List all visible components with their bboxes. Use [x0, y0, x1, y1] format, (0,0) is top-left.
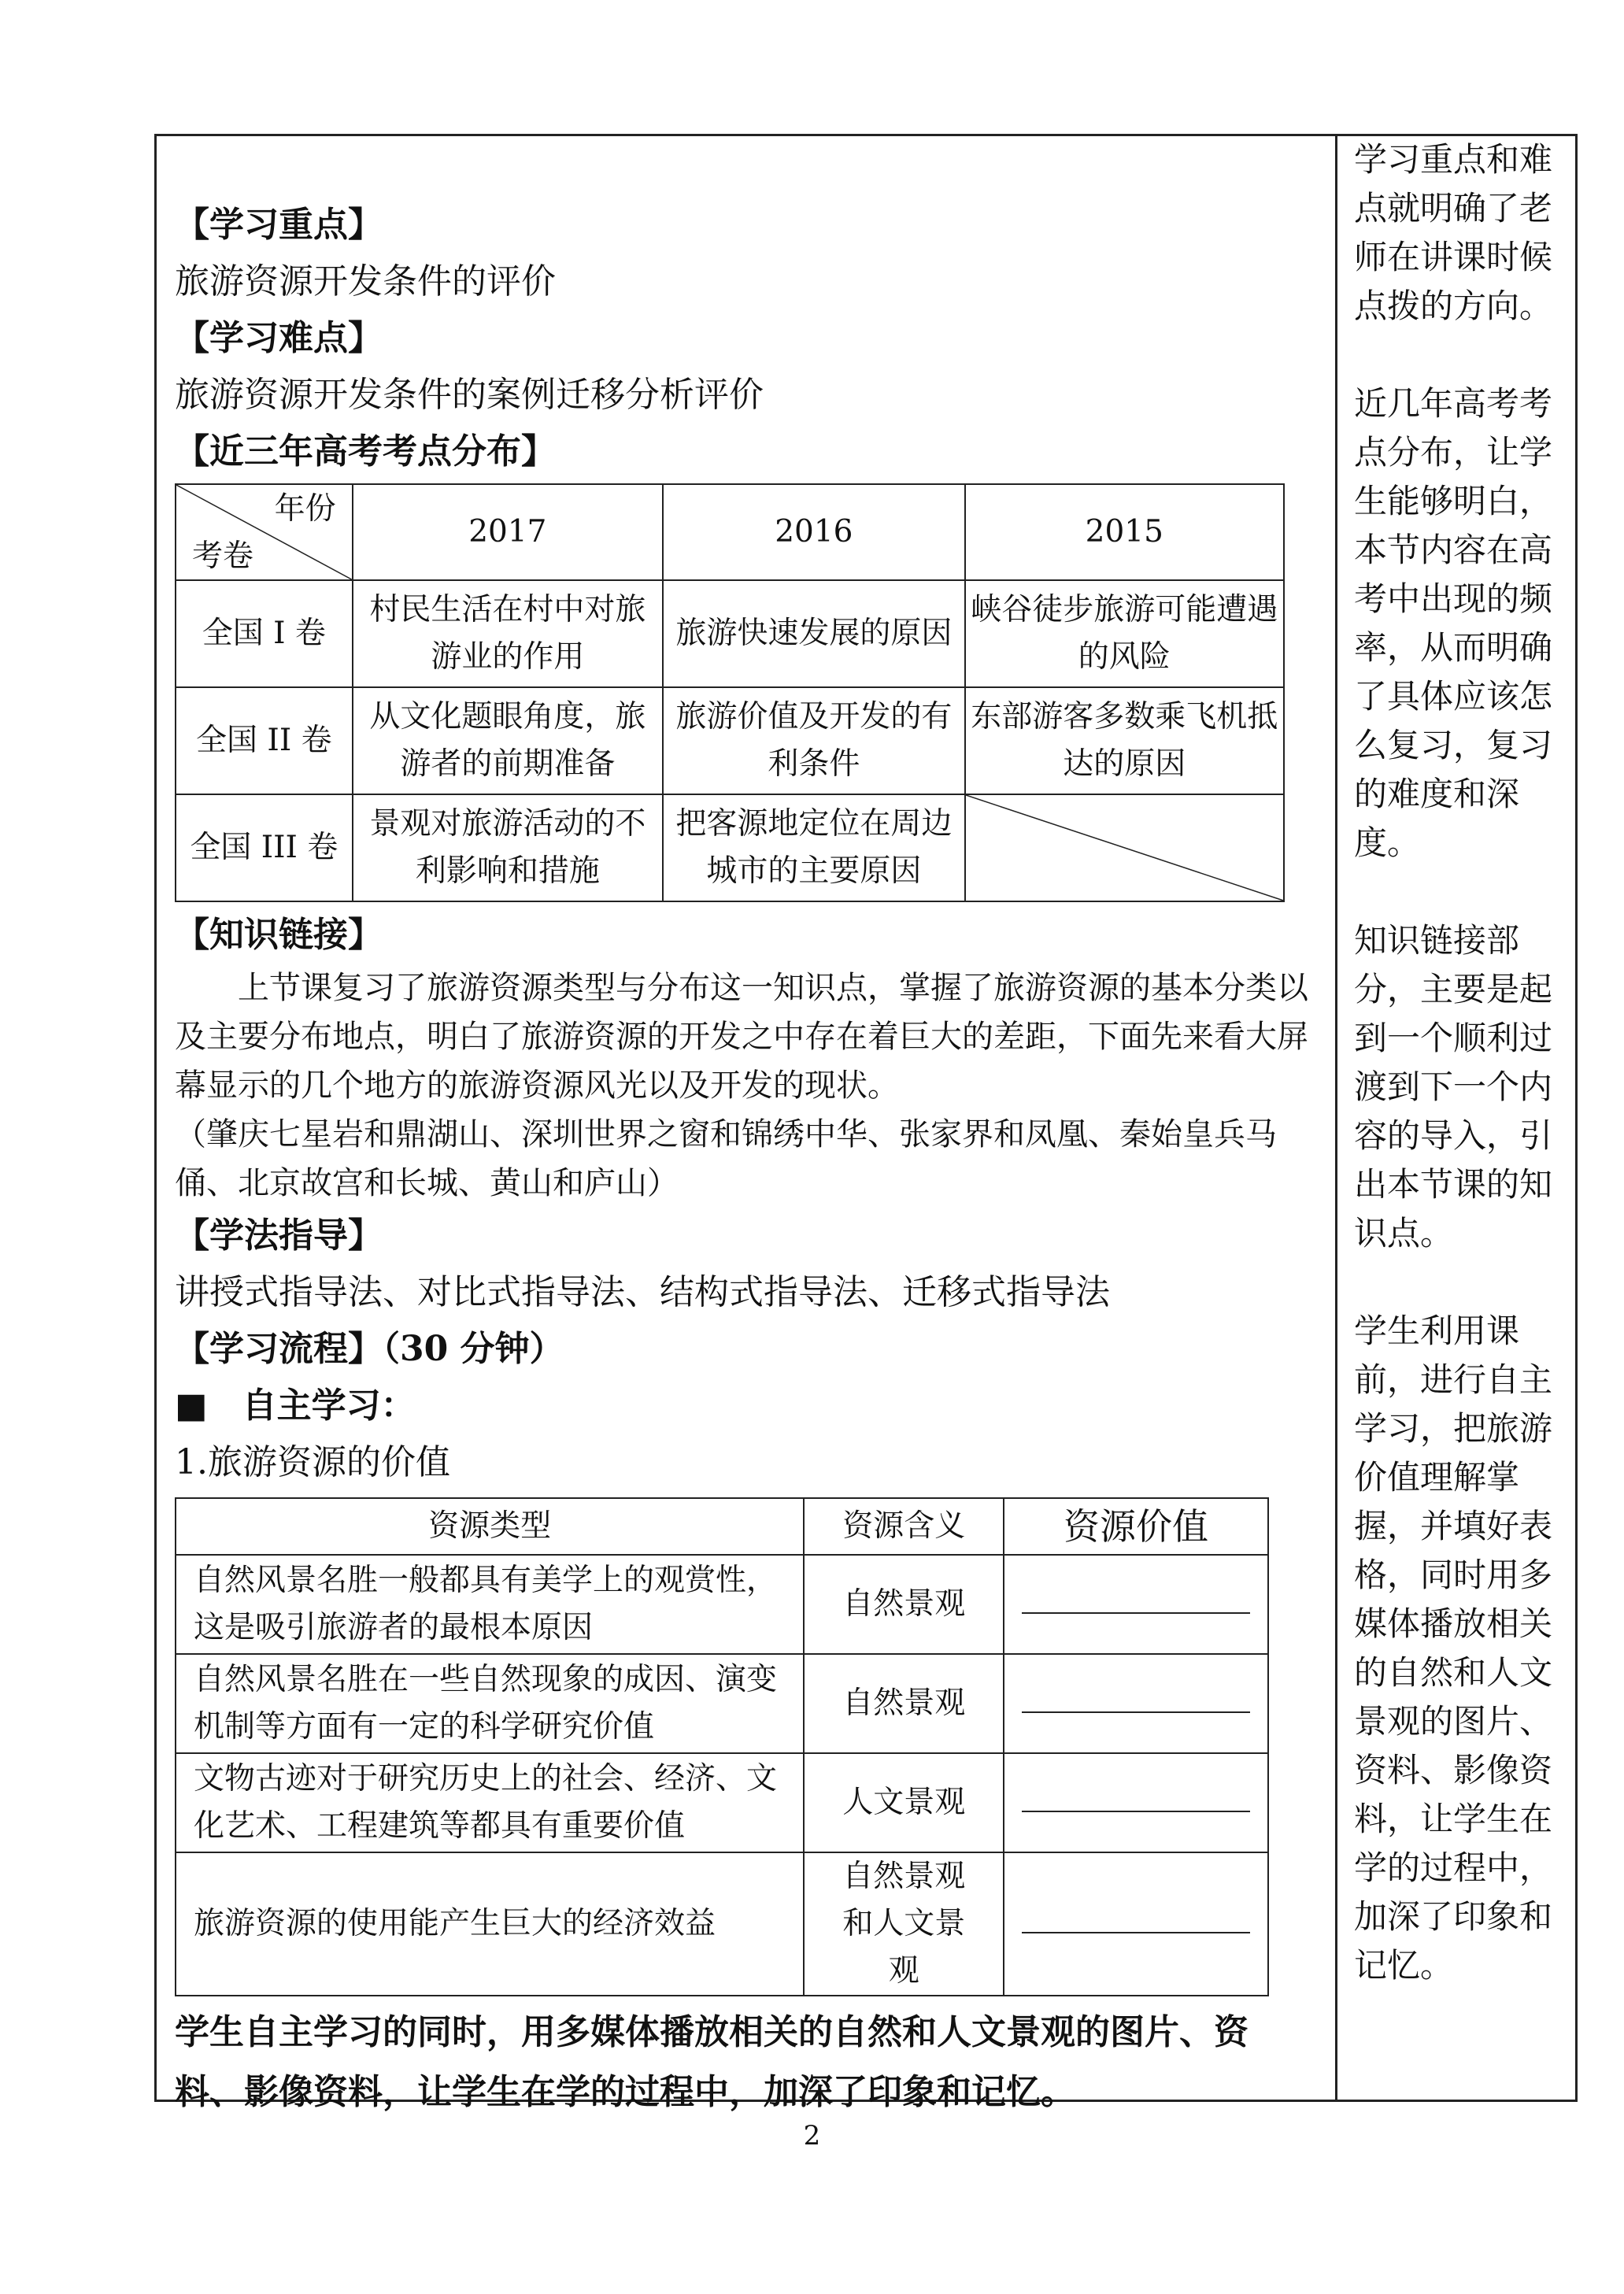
answer-blank[interactable] — [1022, 1581, 1250, 1614]
item-1-title: 1.旅游资源的价值 — [175, 1442, 450, 1482]
year-header: 2016 — [663, 484, 964, 580]
paper-label: 全国 II 卷 — [176, 687, 353, 794]
table-cell: 把客源地定位在周边城市的主要原因 — [663, 794, 964, 901]
table-row — [176, 580, 1284, 687]
diagonal-line — [966, 795, 1283, 901]
table-row — [176, 1555, 1268, 1654]
self-study-heading — [175, 1378, 1308, 1434]
side-note: 学生利用课前，进行自主学习，把旅游价值理解掌握，并填好表格，同时用多媒体播放相关的自然和人文景观的图片、资料、影像资料，让学生在学的过程中，加深了印象和记忆。 — [1354, 1312, 1553, 1985]
side-note: 知识链接部分，主要是起到一个顺利过渡到下一个内容的导入，引出本节课的知识点。 — [1354, 921, 1553, 1252]
resource-description: 旅游资源的使用能产生巨大的经济效益 — [176, 1852, 804, 1996]
year-header: 2015 — [965, 484, 1284, 580]
main-content — [175, 197, 1308, 2122]
resource-value-table — [175, 1497, 1269, 1996]
column-header: 资源含义 — [804, 1498, 1004, 1555]
column-header: 资源价值 — [1004, 1498, 1268, 1555]
column-divider — [1335, 134, 1337, 2102]
table-row — [176, 1654, 1268, 1753]
corner-top-label: 年份 — [274, 491, 336, 527]
difficulty-text: 旅游资源开发条件的案例迁移分析评价 — [175, 375, 764, 415]
table-row — [176, 1753, 1268, 1852]
focus-text: 旅游资源开发条件的评价 — [175, 261, 556, 302]
table-cell: 从文化题眼角度，旅游者的前期准备 — [353, 687, 663, 794]
table-row — [176, 687, 1284, 794]
closing-paragraph: 学生自主学习的同时，用多媒体播放相关的自然和人文景观的图片、资料、影像资料，让学生在学的过程中，加深了印象和记忆。 — [175, 2012, 1249, 2112]
paper-label: 全国 III 卷 — [176, 794, 353, 901]
table-row — [176, 794, 1284, 901]
table-cell: 东部游客多数乘飞机抵达的原因 — [965, 687, 1284, 794]
table-cell: 峡谷徒步旅游可能遭遇的风险 — [965, 580, 1284, 687]
flow-time: （30 分钟） — [383, 1329, 564, 1369]
table-cell: 旅游价值及开发的有利条件 — [663, 687, 964, 794]
paper-label: 全国 I 卷 — [176, 580, 353, 687]
resource-type: 自然景观 — [804, 1654, 1004, 1753]
heading-link: 【知识链接】 — [175, 915, 383, 955]
answer-blank[interactable] — [1022, 1900, 1250, 1933]
table-cell: 旅游快速发展的原因 — [663, 580, 964, 687]
resource-type: 人文景观 — [804, 1753, 1004, 1852]
table-header-row — [176, 484, 1284, 580]
link-note: （肇庆七星岩和鼎湖山、深圳世界之窗和锦绣中华、张家界和凤凰、秦始皇兵马俑、北京故宫和长城、黄山和庐山） — [175, 1116, 1277, 1201]
table-cell: 景观对旅游活动的不利影响和措施 — [353, 794, 663, 901]
flow-label: 【学习流程】 — [175, 1329, 383, 1369]
table-row — [176, 1852, 1268, 1996]
resource-description: 自然风景名胜在一些自然现象的成因、演变机制等方面有一定的科学研究价值 — [176, 1654, 804, 1753]
resource-type: 自然景观 — [804, 1555, 1004, 1654]
empty-diagonal-cell — [965, 794, 1284, 901]
value-blank-cell — [1004, 1753, 1268, 1852]
heading-flow — [175, 1321, 1308, 1378]
answer-blank[interactable] — [1022, 1680, 1250, 1713]
heading-method: 【学法指导】 — [175, 1215, 383, 1256]
heading-difficulty: 【学习难点】 — [175, 318, 383, 358]
answer-blank[interactable] — [1022, 1779, 1250, 1812]
corner-bottom-label: 考卷 — [192, 538, 254, 574]
link-paragraph: 上节课复习了旅游资源类型与分布这一知识点，掌握了旅游资源的基本分类以及主要分布地点，明白了旅游资源的开发之中存在着巨大的差距，下面先来看大屏幕显示的几个地方的旅游资源风光以及开发的现状。 — [175, 970, 1308, 1104]
side-note: 近几年高考考点分布，让学生能够明白，本节内容在高考中出现的频率，从而明确了具体应该怎么复习，复习的难度和深度。 — [1354, 384, 1553, 862]
heading-focus: 【学习重点】 — [175, 205, 383, 245]
value-blank-cell — [1004, 1852, 1268, 1996]
page-number: 2 — [803, 2120, 821, 2152]
side-note: 学习重点和难点就明确了老师在讲课时候点拨的方向。 — [1354, 140, 1553, 325]
side-notes — [1354, 135, 1563, 2039]
resource-description: 文物古迹对于研究历史上的社会、经济、文化艺术、工程建筑等都具有重要价值 — [176, 1753, 804, 1852]
self-study-label: 自主学习： — [242, 1386, 416, 1426]
resource-type: 自然景观和人文景观 — [804, 1852, 1004, 1996]
table-header-row — [176, 1498, 1268, 1555]
corner-cell — [176, 484, 353, 580]
square-bullet-icon: ■ — [175, 1386, 208, 1426]
heading-exam: 【近三年高考考点分布】 — [175, 431, 556, 472]
year-header: 2017 — [353, 484, 663, 580]
exam-distribution-table — [175, 483, 1285, 902]
value-blank-cell — [1004, 1555, 1268, 1654]
method-text: 讲授式指导法、对比式指导法、结构式指导法、迁移式指导法 — [175, 1272, 1110, 1312]
value-blank-cell — [1004, 1654, 1268, 1753]
column-header: 资源类型 — [176, 1498, 804, 1555]
resource-description: 自然风景名胜一般都具有美学上的观赏性，这是吸引旅游者的最根本原因 — [176, 1555, 804, 1654]
table-cell: 村民生活在村中对旅游业的作用 — [353, 580, 663, 687]
